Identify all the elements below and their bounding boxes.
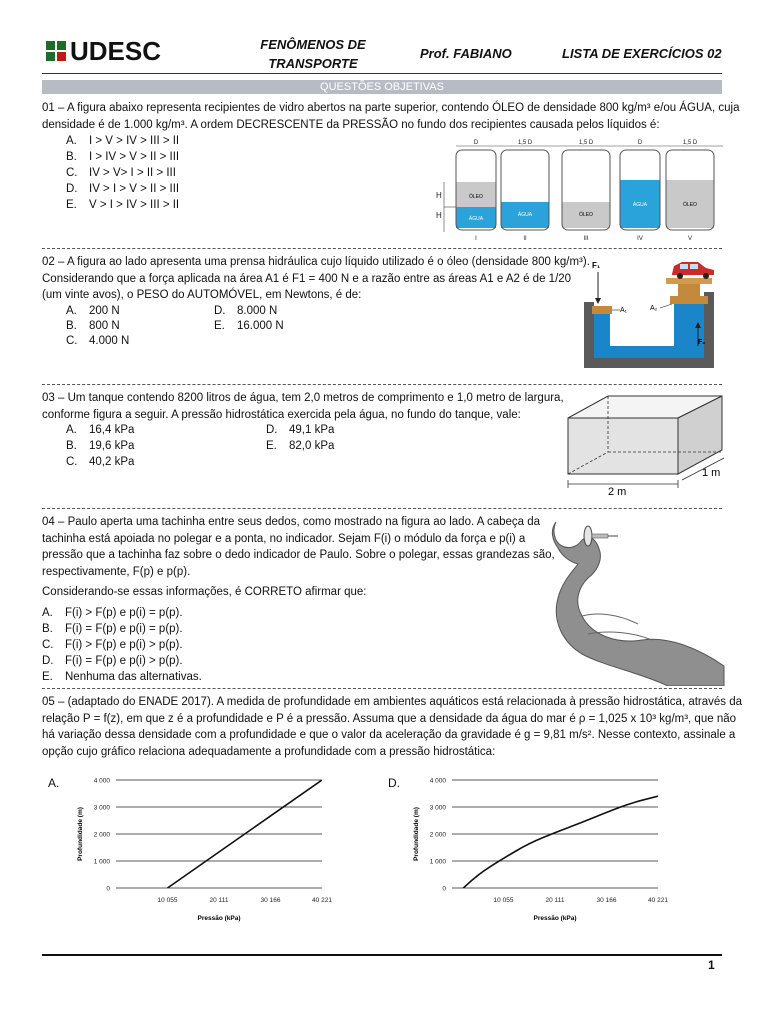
q5-line-3: há variação dessa densidade com a profundidade e que o valor da aceleração da gravidade é g = 9,81 m/s². Nesse contexto, assinale a <box>42 729 736 741</box>
chart-a-y-tick: 4 000 <box>93 777 110 785</box>
svg-text:ÁGUA: ÁGUA <box>632 202 648 208</box>
q2-option-c[interactable]: C. 4.000 N <box>66 335 130 347</box>
q3-option-d[interactable]: D. 49,1 kPa <box>266 424 335 436</box>
svg-text:F₁: F₁ <box>592 261 601 270</box>
chart-a-y-label: Profundidade (m) <box>77 807 84 861</box>
chart-a-x-tick: 10 055 <box>157 897 178 904</box>
q4-statement <box>42 514 555 580</box>
q3-option-a[interactable]: A. 16,4 kPa <box>66 424 135 436</box>
q1-h-label-2: H <box>436 211 442 220</box>
q4-option-c[interactable]: C. F(i) > F(p) e p(i) > p(p). <box>42 639 183 651</box>
q1-containers-figure <box>428 136 728 246</box>
page-number: 1 <box>708 958 715 972</box>
q2-option-e[interactable]: E. 16.000 N <box>214 320 284 332</box>
q1-width-2: 1,5 D <box>517 140 533 146</box>
q1-width-1: D <box>473 140 479 146</box>
q4-option-a[interactable]: A. F(i) > F(p) e p(i) = p(p). <box>42 607 183 619</box>
q3-option-c[interactable]: C. 40,2 kPa <box>66 456 135 468</box>
q2-option-a[interactable]: A. 200 N <box>66 305 120 317</box>
q4-line-2: tachinha está apoiada no polegar e a ponta, no indicador. Sejam F(i) o módulo da força e p(i) a <box>42 532 526 545</box>
q1-width-5: 1,5 D <box>682 140 698 146</box>
q1-options <box>66 133 179 213</box>
svg-text:A₂: A₂ <box>650 305 658 312</box>
q3-tank-figure <box>564 394 726 498</box>
chart-a-y-tick: 0 <box>106 885 110 893</box>
svg-text:A₁: A₁ <box>620 307 628 314</box>
chart-a-x-tick: 40 221 <box>312 897 332 904</box>
q1-h-label-1: H <box>436 191 442 200</box>
chart-d-option-label[interactable]: D. <box>388 776 400 790</box>
q1-numeral-4: IV <box>637 236 643 242</box>
q5-line-2: relação P = f(z), em que z é a profundidade e P é a pressão. Assuma que a densidade da água do mar é ρ = 1,025 x 10³ kg/m³, que não <box>42 712 737 725</box>
q4-line-4: respectivamente, F(p) e p(p). <box>42 565 191 578</box>
chart-d-x-tick: 20 111 <box>545 897 565 904</box>
chart-a-option-label[interactable]: A. <box>48 776 60 790</box>
chart-d-y-tick: 2 000 <box>429 831 446 839</box>
q3-line-2: conforme figura a seguir. A pressão hidrostática exercida pela água, no fundo do tanque, vale: <box>42 408 521 421</box>
logo-text: UDESC <box>70 36 162 66</box>
separator-4 <box>42 688 722 689</box>
car-icon <box>672 262 714 279</box>
udesc-logo <box>46 38 186 66</box>
q1-width-4: D <box>637 140 643 146</box>
q1-statement <box>42 100 740 133</box>
svg-text:2 m: 2 m <box>608 486 627 498</box>
chart-d-y-tick: 4 000 <box>429 777 446 785</box>
q1-option-d[interactable]: D. IV > I > V > II > III <box>66 183 180 195</box>
svg-text:ÓLEO: ÓLEO <box>469 194 483 200</box>
footer-rule <box>42 954 722 956</box>
svg-text:F₂: F₂ <box>698 339 706 346</box>
q4-options <box>42 605 202 685</box>
q5-line-1: 05 – (adaptado do ENADE 2017). A medida de profundidade em ambientes aquáticos está relacionada à pressão hidrostática, através da <box>42 696 743 708</box>
svg-text:ÓLEO: ÓLEO <box>683 202 697 208</box>
q5-line-4: opção cujo gráfico relaciona adequadamente a profundidade com a pressão hidrostática: <box>42 745 496 758</box>
q1-container-1 <box>456 150 496 230</box>
chart-a-y-tick: 2 000 <box>93 831 110 839</box>
q1-container-5 <box>666 150 714 230</box>
chart-d-y-tick: 1 000 <box>429 858 446 866</box>
svg-text:ÓLEO: ÓLEO <box>579 212 593 218</box>
q4-option-d[interactable]: D. F(i) = F(p) e p(i) > p(p). <box>42 655 183 667</box>
professor-name: Prof. FABIANO <box>420 46 512 61</box>
q1-width-3: 1,5 D <box>578 140 594 146</box>
q2-option-d[interactable]: D. 8.000 N <box>214 305 278 317</box>
chart-a-y-tick: 3 000 <box>93 804 110 812</box>
q3-option-b[interactable]: B. 19,6 kPa <box>66 440 135 452</box>
chart-d-series-line <box>452 796 658 899</box>
chart-d-x-tick: 30 166 <box>596 897 617 904</box>
q2-hydraulic-press-figure <box>574 254 724 376</box>
chart-a <box>68 770 368 932</box>
q1-line-2: densidade é de 1.000 kg/m³. A ordem DECRESCENTE da PRESSÃO no fundo dos recipientes causada pelos líquidos é: <box>42 118 660 131</box>
chart-a-x-label: Pressão (kPa) <box>197 915 241 922</box>
q4-line-5: Considerando-se essas informações, é CORRETO afirmar que: <box>42 586 367 598</box>
q1-option-a[interactable]: A. I > V > IV > III > II <box>66 135 180 147</box>
svg-text:ÁGUA: ÁGUA <box>468 216 484 222</box>
q4-hand-thumbtack-figure <box>548 516 726 686</box>
list-title: LISTA DE EXERCÍCIOS 02 <box>562 46 722 61</box>
chart-d-y-tick: 0 <box>442 885 446 893</box>
course-line-2: TRANSPORTE <box>268 56 358 71</box>
q1-container-3 <box>562 150 610 230</box>
q1-container-2 <box>501 150 549 230</box>
separator-2 <box>42 384 722 385</box>
hand-icon <box>552 522 724 686</box>
chart-d-y-label: Profundidade (m) <box>413 807 420 861</box>
chart-d <box>404 770 704 932</box>
q4-option-b[interactable]: B. F(i) = F(p) e p(i) = p(p). <box>42 623 183 635</box>
q2-statement <box>42 254 590 304</box>
q2-line-3: (um vinte avos), o PESO do AUTOMÓVEL, em Newtons, é de: <box>42 289 362 301</box>
section-banner: QUESTÕES OBJETIVAS <box>42 80 722 94</box>
q4-line-1: 04 – Paulo aperta uma tachinha entre seus dedos, como mostrado na figura ao lado. A cabeça da <box>42 516 541 528</box>
course-line-1: FENÔMENOS DE <box>260 37 366 52</box>
q1-numeral-1: I <box>475 236 477 242</box>
svg-text:1 m: 1 m <box>702 467 721 479</box>
q1-numeral-2: II <box>523 236 527 242</box>
q1-numeral-3: III <box>583 236 589 242</box>
course-title <box>238 35 388 73</box>
header-rule <box>42 73 722 74</box>
q4-line-3: pressão que a tachinha faz sobre o dedo indicador de Paulo. Sobre o polegar, essas grandezas são, <box>42 549 555 561</box>
chart-d-y-tick: 3 000 <box>429 804 446 812</box>
q3-line-1: 03 – Um tanque contendo 8200 litros de água, tem 2,0 metros de comprimento e 1,0 metro de largura, <box>42 392 564 404</box>
chart-d-x-label: Pressão (kPa) <box>533 915 577 922</box>
q2-line-2: Considerando que a força aplicada na área A1 é F1 = 400 N e a razão entre as áreas A1 e A2 é de 1/20 <box>42 272 572 285</box>
q1-option-b[interactable]: B. I > IV > V > II > III <box>66 151 180 163</box>
chart-d-x-tick: 10 055 <box>493 897 514 904</box>
q1-numeral-5: V <box>687 236 693 242</box>
q3-option-e[interactable]: E. 82,0 kPa <box>266 440 335 452</box>
separator-3 <box>42 508 722 509</box>
chart-a-y-tick: 1 000 <box>93 858 110 866</box>
q1-option-c[interactable]: C. IV > V> I > II > III <box>66 167 176 179</box>
separator-1 <box>42 248 722 249</box>
q1-line-1: 01 – A figura abaixo representa recipientes de vidro abertos na parte superior, contendo ÓLEO de densidade 800 kg/m³ e/ou ÁGUA, cuja <box>42 102 740 114</box>
chart-d-x-tick: 40 221 <box>648 897 668 904</box>
q2-line-1: 02 – A figura ao lado apresenta uma prensa hidráulica cujo líquido utilizado é o óleo (densidade 800 kg/m³). <box>42 256 590 268</box>
q3-statement <box>42 390 562 423</box>
thumbtack-icon <box>584 526 618 546</box>
q2-option-b[interactable]: B. 800 N <box>66 320 120 332</box>
q4-option-e[interactable]: E. Nenhuma das alternativas. <box>42 671 202 683</box>
q1-container-4 <box>620 150 660 230</box>
chart-a-x-tick: 20 111 <box>209 897 229 904</box>
q5-statement <box>42 694 743 760</box>
chart-a-x-tick: 30 166 <box>260 897 281 904</box>
svg-text:ÁGUA: ÁGUA <box>517 212 533 218</box>
q1-option-e[interactable]: E. V > I > IV > III > II <box>66 199 180 211</box>
